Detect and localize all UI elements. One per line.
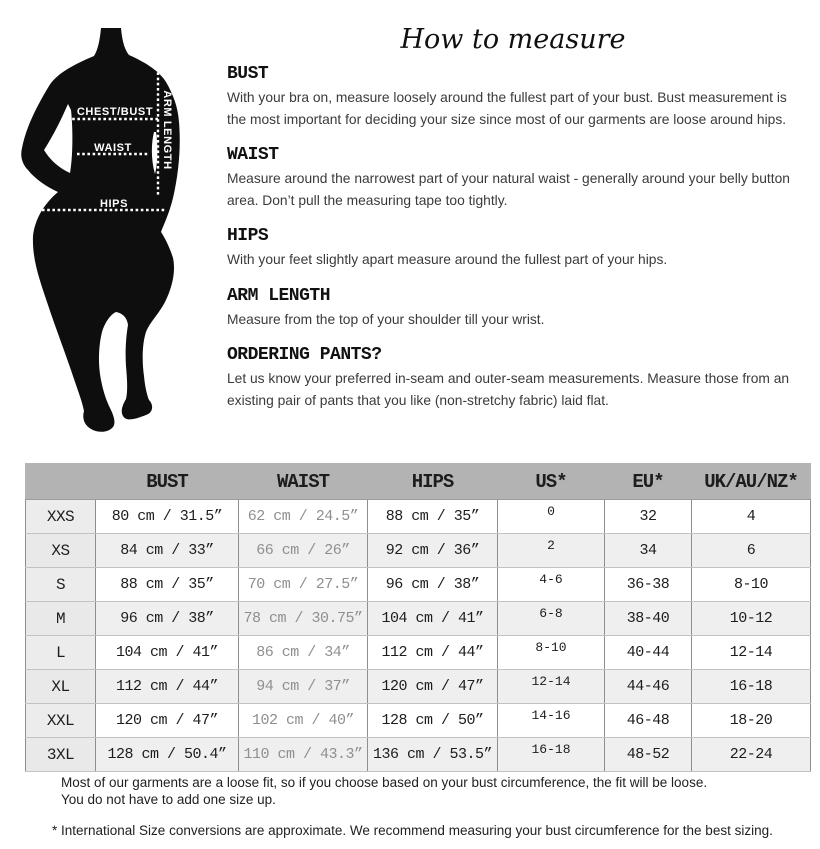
us-cell: 6-8 <box>498 602 605 636</box>
waist-cell: 70 cm / 27.5” <box>239 568 368 602</box>
us-cell: 14-16 <box>498 704 605 738</box>
section-body: Let us know your preferred in-seam and outer-seam measurements. Measure those from an existing pair of pants that you like (non-stretchy fabric) laid flat. <box>227 371 790 408</box>
bust-cell: 112 cm / 44” <box>96 670 239 704</box>
uk-cell: 6 <box>692 534 811 568</box>
hips-cell: 96 cm / 38” <box>368 568 498 602</box>
eu-cell: 34 <box>605 534 692 568</box>
bust-cell: 120 cm / 47” <box>96 704 239 738</box>
section-bust <box>227 64 809 130</box>
size-cell: XS <box>26 534 96 568</box>
size-cell: M <box>26 602 96 636</box>
eu-cell: 40-44 <box>605 636 692 670</box>
section-waist <box>227 145 809 211</box>
footer-notes <box>52 774 814 839</box>
hips-cell: 128 cm / 50” <box>368 704 498 738</box>
size-cell: XXS <box>26 500 96 534</box>
hips-cell: 136 cm / 53.5” <box>368 738 498 772</box>
us-cell: 4-6 <box>498 568 605 602</box>
hips-cell: 88 cm / 35” <box>368 500 498 534</box>
size-cell: S <box>26 568 96 602</box>
waist-cell: 110 cm / 43.3” <box>239 738 368 772</box>
body-silhouette <box>21 28 180 432</box>
size-cell: XXL <box>26 704 96 738</box>
eu-cell: 44-46 <box>605 670 692 704</box>
arm-length-label: ARM LENGTH <box>161 90 173 170</box>
section-heading: ORDERING PANTS? <box>227 345 382 365</box>
uk-cell: 8-10 <box>692 568 811 602</box>
waist-cell: 86 cm / 34” <box>239 636 368 670</box>
header-cell-eu: EU* <box>605 464 692 500</box>
waist-cell: 62 cm / 24.5” <box>239 500 368 534</box>
section-heading: ARM LENGTH <box>227 285 331 306</box>
section-ordering-pants <box>227 345 809 411</box>
hips-cell: 92 cm / 36” <box>368 534 498 568</box>
header-cell-us: US* <box>498 464 605 500</box>
header-cell-bust: BUST <box>96 464 239 500</box>
us-cell: 8-10 <box>498 636 605 670</box>
waist-cell: 78 cm / 30.75” <box>239 602 368 636</box>
table-row-m <box>26 602 811 636</box>
section-heading: BUST <box>227 64 269 84</box>
waist-label: WAIST <box>94 142 132 154</box>
table-row-xxs <box>26 500 811 534</box>
size-cell: L <box>26 636 96 670</box>
us-cell: 0 <box>498 500 605 534</box>
section-body: With your bra on, measure loosely around the fullest part of your bust. Bust measurement is the most important for deciding your size since most of our garments are loose around hips. <box>227 90 787 127</box>
size-chart-header <box>26 464 811 500</box>
table-row-xs <box>26 534 811 568</box>
size-cell: 3XL <box>26 738 96 772</box>
section-body: With your feet slightly apart measure around the fullest part of your hips. <box>227 252 668 267</box>
bust-cell: 104 cm / 41” <box>96 636 239 670</box>
table-row-xl <box>26 670 811 704</box>
uk-cell: 12-14 <box>692 636 811 670</box>
section-heading: HIPS <box>227 226 269 246</box>
section-hips <box>227 226 809 271</box>
hips-cell: 104 cm / 41” <box>368 602 498 636</box>
size-chart-table <box>25 463 811 772</box>
waist-cell: 66 cm / 26” <box>239 534 368 568</box>
eu-cell: 38-40 <box>605 602 692 636</box>
bust-cell: 96 cm / 38” <box>96 602 239 636</box>
uk-cell: 18-20 <box>692 704 811 738</box>
header-cell-hips: HIPS <box>368 464 498 500</box>
eu-cell: 46-48 <box>605 704 692 738</box>
fit-note-line2: You do not have to add one size up. <box>61 792 276 807</box>
uk-cell: 16-18 <box>692 670 811 704</box>
uk-cell: 22-24 <box>692 738 811 772</box>
bust-cell: 128 cm / 50.4” <box>96 738 239 772</box>
table-row-l <box>26 636 811 670</box>
fit-note-line1: Most of our garments are a loose fit, so if you choose based on your bust circumference, the fit will be loose. <box>61 775 708 790</box>
conversion-note: * International Size conversions are approximate. We recommend measuring your bust circumference for the best sizing. <box>52 823 773 838</box>
table-row-xxl <box>26 704 811 738</box>
us-cell: 16-18 <box>498 738 605 772</box>
uk-cell: 4 <box>692 500 811 534</box>
section-body: Measure from the top of your shoulder till your wrist. <box>227 311 545 327</box>
bust-cell: 84 cm / 33” <box>96 534 239 568</box>
bust-cell: 80 cm / 31.5” <box>96 500 239 534</box>
eu-cell: 48-52 <box>605 738 692 772</box>
uk-cell: 10-12 <box>692 602 811 636</box>
eu-cell: 32 <box>605 500 692 534</box>
header-cell-blank <box>26 464 96 500</box>
header-cell-waist: WAIST <box>239 464 368 500</box>
us-cell: 2 <box>498 534 605 568</box>
table-row-s <box>26 568 811 602</box>
hips-cell: 112 cm / 44” <box>368 636 498 670</box>
table-row-3xl <box>26 738 811 772</box>
waist-cell: 102 cm / 40” <box>239 704 368 738</box>
size-cell: XL <box>26 670 96 704</box>
hips-cell: 120 cm / 47” <box>368 670 498 704</box>
section-arm-length <box>227 286 809 331</box>
header-cell-uk-au-nz: UK/AU/NZ* <box>692 464 811 500</box>
section-body: Measure around the narrowest part of your natural waist - generally around your belly button area. Don’t pull the measuring tape too tightly. <box>227 171 790 208</box>
us-cell: 12-14 <box>498 670 605 704</box>
chest-bust-label: CHEST/BUST <box>76 106 154 118</box>
body-silhouette-graphic <box>15 22 215 447</box>
bust-cell: 88 cm / 35” <box>96 568 239 602</box>
hips-label: HIPS <box>99 198 129 210</box>
measuring-instructions <box>227 64 809 426</box>
waist-cell: 94 cm / 37” <box>239 670 368 704</box>
header-row <box>26 464 811 500</box>
page-title: How to measure <box>400 24 626 55</box>
eu-cell: 36-38 <box>605 568 692 602</box>
section-heading: WAIST <box>227 145 279 165</box>
measurement-figure <box>15 22 215 447</box>
